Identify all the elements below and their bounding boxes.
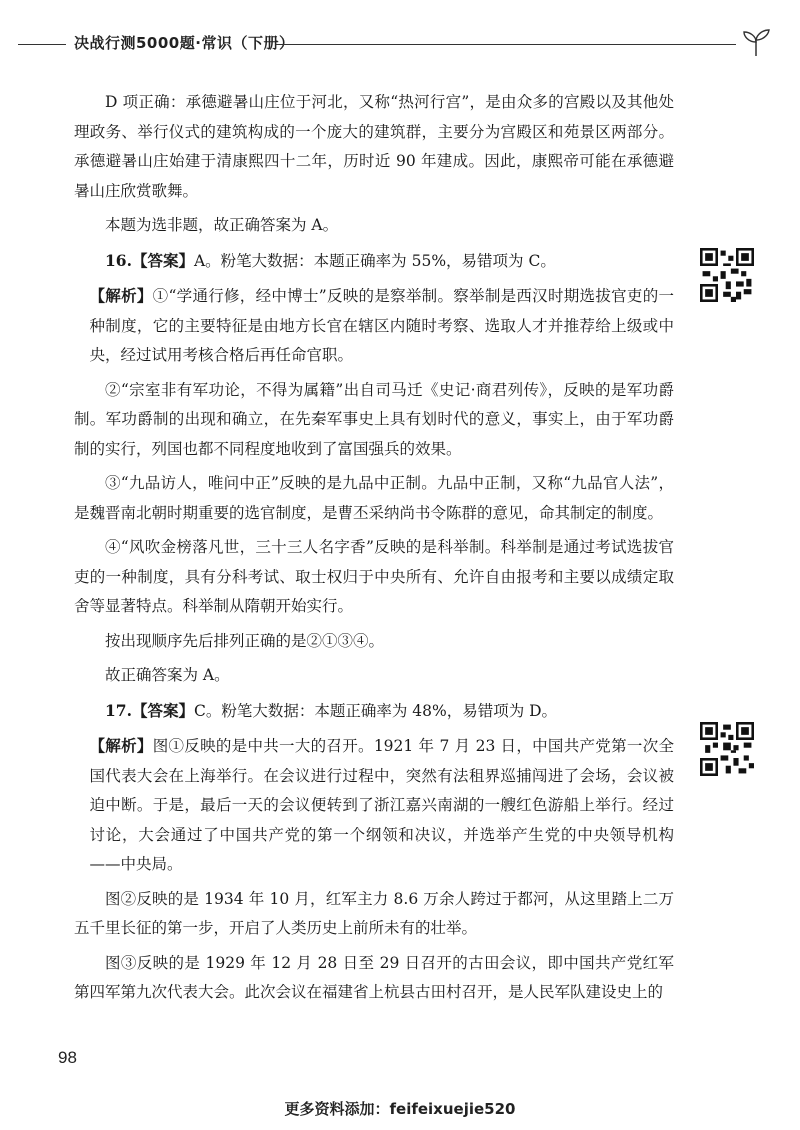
answer-text: A。粉笔大数据：本题正确率为 55%，易错项为 C。 [193, 251, 556, 270]
paragraph-figure-3: 图③反映的是 1929 年 12 月 28 日至 29 日召开的古田会议，即中国共产党红军第四军第九次代表大会。此次会议在福建省上杭县古田村召开，是人民军队建设史上的 [74, 953, 674, 1001]
answer-text: C。粉笔大数据：本题正确率为 48%，易错项为 D。 [193, 701, 558, 720]
footer-contact-note: 更多资料添加：feifeixuejie520 [284, 1100, 516, 1118]
analysis-label: 【解析】 [89, 736, 153, 755]
running-header [18, 30, 778, 58]
answer-16 [74, 246, 674, 277]
qr-code-icon[interactable] [700, 722, 754, 776]
paragraph-conclusion-16: 故正确答案为 A。 [105, 666, 230, 684]
answer-label: 16.【答案】 [105, 250, 194, 270]
analysis-text: 图①反映的是中共一大的召开。1921 年 7 月 23 日，中国共产党第一次全国代表大会在上海举行。在会议进行过程中，突然有法租界巡捕闯进了会场，会议被迫中断。于是，最后一天的会议便转到了浙江嘉兴南湖的一艘红色游船上举行。经过讨论，大会通过了中国共产党的第一个纲领和决议，并选举产生党的中央领导机构——中央局。 [89, 737, 674, 873]
paragraph-conclusion-15: 本题为选非题，故正确答案为 A。 [105, 216, 339, 234]
page-number: 98 [58, 1048, 77, 1067]
paragraph-d-option: D 项正确：承德避暑山庄位于河北，又称“热河行宫”，是由众多的宫殿以及其他处理政务、举行仪式的建筑构成的一个庞大的建筑群，主要分为宫殿区和苑景区两部分。承德避暑山庄始建于清康熙四十二年，历时近 90 年建成。因此，康熙帝可能在承德避暑山庄欣赏歌舞。 [74, 93, 674, 200]
paragraph-item-2: ②“宗室非有军功论，不得为属籍”出自司马迁《史记·商君列传》，反映的是军功爵制。军功爵制的出现和确立，在先秦军事史上具有划时代的意义，事实上，由于军功爵制的实行，列国也都不同程度地收到了富国强兵的效果。 [74, 380, 674, 458]
paragraph-figure-2: 图②反映的是 1934 年 10 月，红军主力 8.6 万余人跨过于都河，从这里踏上二万五千里长征的第一步，开启了人类历史上前所未有的壮举。 [74, 889, 674, 937]
book-title: 决战行测5000题·常识（下册） [74, 34, 295, 52]
qr-code-icon[interactable] [700, 248, 754, 302]
sprout-icon [738, 28, 774, 58]
paragraph-order: 按出现顺序先后排列正确的是②①③④。 [105, 631, 385, 650]
answer-explanations [74, 88, 674, 1013]
paragraph-item-4: ④“风吹金榜落凡世，三十三人名字香”反映的是科举制。科举制是通过考试选拔官吏的一种制度，具有分科考试、取士权归于中央所有、允许自由报考和主要以成绩定取舍等显著特点。科举制从隋朝开始实行。 [74, 538, 674, 615]
analysis-17 [74, 731, 674, 880]
analysis-label: 【解析】 [89, 286, 153, 305]
analysis-16 [74, 281, 674, 371]
header-rule-right [276, 44, 736, 45]
header-rule-left [18, 44, 66, 45]
paragraph-item-3: ③“九品访人，唯问中正”反映的是九品中正制。九品中正制，又称“九品官人法”，是魏晋南北朝时期重要的选官制度，是曹丕采纳尚书令陈群的意见，命其制定的制度。 [74, 474, 674, 522]
answer-17 [74, 696, 674, 727]
analysis-text: ①“学通行修，经中博士”反映的是察举制。察举制是西汉时期选拔官吏的一种制度，它的主要特征是由地方长官在辖区内随时考察、选取人才并推荐给上级或中央，经过试用考核合格后再任命官职。 [89, 287, 674, 364]
answer-label: 17.【答案】 [105, 700, 194, 720]
